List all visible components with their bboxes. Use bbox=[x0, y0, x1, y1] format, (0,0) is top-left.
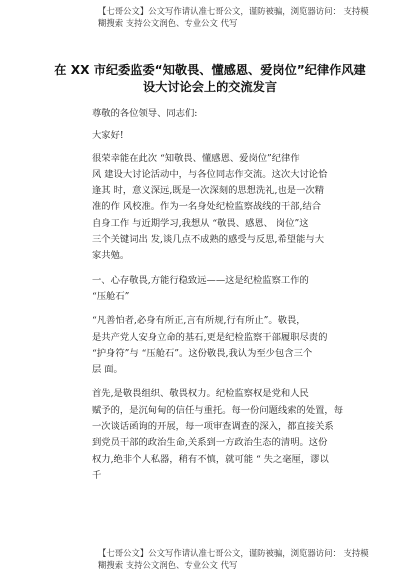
title-line-1: 在 XX 市纪委监委“知敬畏、懂感恩、爱岗位”纪律作风建 bbox=[54, 63, 366, 77]
body-line: 首先,是敬畏组织、敬畏权力。纪检监察权是党和人民 bbox=[92, 388, 309, 400]
body-line: 一次谈话函询的开展，每一项审查调查的深入，都直接关系 bbox=[92, 421, 334, 433]
header-banner-line-1: 【七哥公文】公文写作请认准七哥公文，谨防被骗，浏览器访问： 支持模 bbox=[98, 6, 369, 16]
body-line: 到党员干部的政治生命,关系到一方政治生态的清明。这份 bbox=[92, 437, 328, 449]
greeting: 大家好! bbox=[92, 130, 124, 142]
section-heading-line: “压舱石” bbox=[92, 290, 130, 302]
body-line: 三个关键词出 发,谈几点不成熟的感受与反思,希望能与大 bbox=[92, 234, 324, 246]
body-line: 自身工作 与近期学习,我想从 “敬畏、感恩、 岗位”这 bbox=[92, 217, 309, 229]
body-line: 千 bbox=[92, 469, 102, 481]
document-body bbox=[92, 106, 392, 484]
document-title bbox=[40, 62, 380, 96]
footer-banner bbox=[98, 547, 388, 571]
body-line: 权力,绝非个人私器，稍有不慎，就可能 “ 失之毫厘，谬以 bbox=[92, 453, 329, 465]
body-line: “护身符”与 “压舱石”。这份敬畏,我认为至少包含三个 bbox=[92, 347, 313, 359]
section-heading-line: 一、心存敬畏,方能行稳致远——这是纪检监察工作的 bbox=[92, 274, 309, 286]
body-line: 层 面。 bbox=[92, 364, 123, 376]
header-banner bbox=[98, 5, 388, 29]
body-line: “凡善怕者,必身有所正,言有所规,行有所止”。敬畏， bbox=[92, 315, 306, 327]
salutation: 尊敬的各位领导、同志们: bbox=[92, 108, 198, 119]
footer-banner-line-1: 【七哥公文】公文写作请认准七哥公文，谨防被骗，浏览器访问： 支持模 bbox=[98, 548, 369, 558]
body-line: 很荣幸能在此次 “知敬畏、懂感恩、爱岗位”纪律作 bbox=[92, 152, 300, 164]
body-line: 准的作 风校准。作为一名身处纪检监察战线的干部,结合 bbox=[92, 201, 322, 213]
body-line: 逢其 时，意义深远,既是一次深刻的思想洗礼,也是一次精 bbox=[92, 185, 324, 197]
title-line-2: 设大讨论会上的交流发言 bbox=[142, 80, 278, 94]
body-line: 赋予的，是沉甸甸的信任与重托。每一份问题线索的处置，每 bbox=[92, 404, 344, 416]
body-line: 家共勉。 bbox=[92, 250, 130, 262]
body-line: 风 建设大讨论活动中，与各位同志作交流。这次大讨论恰 bbox=[92, 168, 328, 180]
body-line: 是共产党人安身立命的基石,更是纪检监察干部履职尽责的 bbox=[92, 331, 328, 343]
footer-banner-line-2: 糊搜索 支持公文润色、专业公文 代写 bbox=[98, 560, 238, 570]
header-banner-line-2: 糊搜索 支持公文润色、专业公文 代写 bbox=[98, 18, 238, 28]
